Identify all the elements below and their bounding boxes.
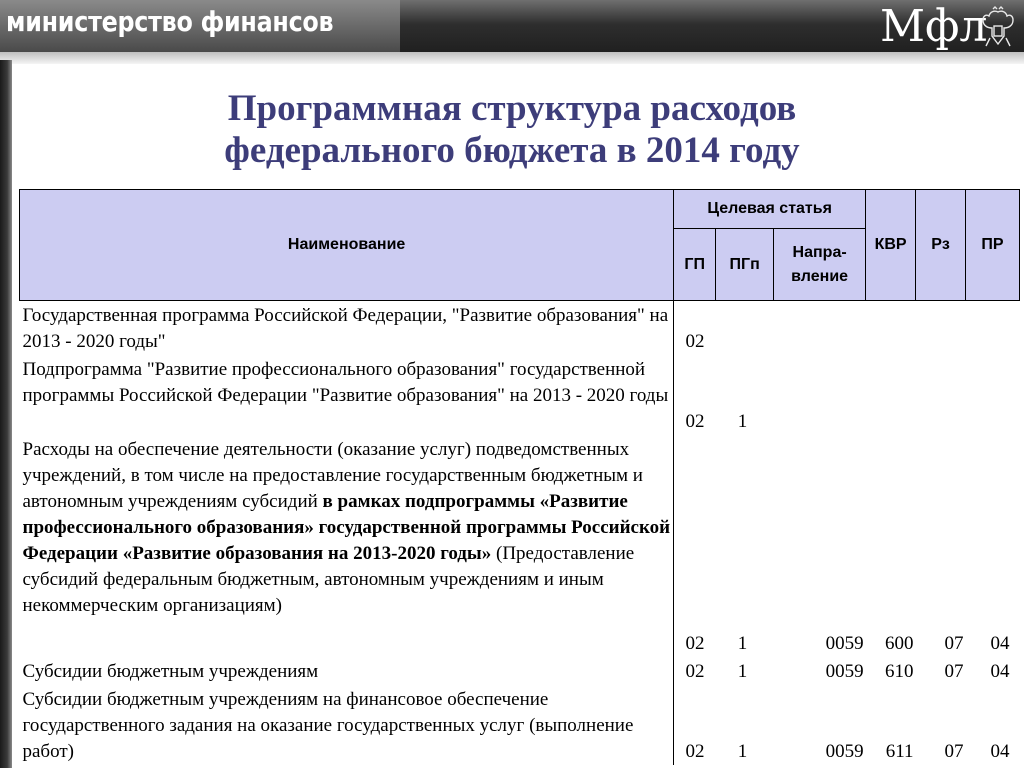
- row-gp: 02: [685, 331, 705, 352]
- row-pr: [966, 301, 1020, 356]
- row-pgp: [716, 301, 774, 356]
- row-rz: [916, 301, 966, 356]
- row-kvr: [866, 301, 916, 356]
- row-direction: [774, 301, 866, 356]
- row-kvr: 600: [885, 633, 914, 654]
- header-name: Наименование: [20, 190, 674, 301]
- row-gp: 02: [685, 411, 705, 432]
- title-line-1: Программная структура расходов: [227, 88, 797, 129]
- row-kvr: [866, 355, 916, 435]
- row-gp: 02: [685, 741, 705, 762]
- row-name-part1: Расходы на обеспечение деятельности (оказание услуг) подведомственных учреждений, в том числе на предоставление государственным бюджетным и автономным учреждениям субсидий: [22, 439, 643, 512]
- row-pr: [966, 355, 1020, 435]
- header-rz: Рз: [916, 190, 966, 301]
- row-pr: 04: [990, 741, 1010, 762]
- row-kvr: 610: [885, 661, 914, 682]
- double-headed-eagle-icon: [980, 6, 1016, 50]
- row-direction: 0059: [825, 661, 864, 682]
- row-pgp: 1: [737, 741, 748, 762]
- row-pr: 04: [990, 661, 1010, 682]
- row-rz: 07: [944, 633, 964, 654]
- table-row: [20, 657, 1020, 685]
- table-row: [20, 301, 1020, 356]
- row-name-part2: в рамках подпрограммы «Развитие профессионального образования» государственной программы Российской Федерации «Развитие образования на 2013-2020 годы»: [22, 491, 671, 564]
- header-kvr: КВР: [866, 190, 916, 301]
- logo-text: Мфл: [880, 1, 988, 52]
- header-pgp: ПГп: [716, 229, 774, 301]
- header-gp: ГП: [674, 229, 716, 301]
- row-direction: [774, 355, 866, 435]
- row-direction: 0059: [825, 633, 864, 654]
- page-title: [0, 88, 1024, 172]
- header-target-article: Целевая статья: [674, 190, 866, 229]
- budget-structure-table: [19, 189, 1020, 765]
- row-name: Подпрограмма "Развитие профессионального образования" государственной программы Российской Федерации "Развитие образования" на 2013 - 2020 годы: [20, 355, 674, 435]
- header-pr: ПР: [966, 190, 1020, 301]
- row-name: [20, 435, 674, 657]
- row-name: Государственная программа Российской Федерации, "Развитие образования" на 2013 - 2020 годы": [20, 301, 674, 356]
- ministry-logo: [880, 2, 1024, 56]
- row-direction: 0059: [825, 741, 864, 762]
- row-pgp: 1: [737, 661, 748, 682]
- row-kvr: 611: [885, 741, 914, 762]
- row-pr: 04: [990, 633, 1010, 654]
- row-rz: 07: [944, 661, 964, 682]
- row-pgp: 1: [737, 633, 748, 654]
- ministry-name: министерство финансов: [6, 5, 334, 38]
- row-rz: 07: [944, 741, 964, 762]
- table-row: [20, 685, 1020, 765]
- row-pgp: 1: [737, 411, 748, 432]
- header-bar: [0, 0, 1024, 60]
- header-direction: Напра- вление: [774, 229, 866, 301]
- header-shadow: [0, 52, 1024, 64]
- table-row: [20, 355, 1020, 435]
- row-gp: 02: [685, 661, 705, 682]
- row-rz: [916, 355, 966, 435]
- row-gp: 02: [685, 633, 705, 654]
- title-line-2: федерального бюджета в 2014 году: [224, 130, 800, 171]
- row-name: Субсидии бюджетным учреждениям: [20, 657, 674, 685]
- table-row: [20, 435, 1020, 657]
- row-name-part3: (Предоставление субсидий федеральным бюджетным, автономным учреждениям и иным некоммерческим организациям): [22, 543, 635, 616]
- row-name: Субсидии бюджетным учреждениям на финансовое обеспечение государственного задания на оказание государственных услуг (выполнение работ): [20, 685, 674, 765]
